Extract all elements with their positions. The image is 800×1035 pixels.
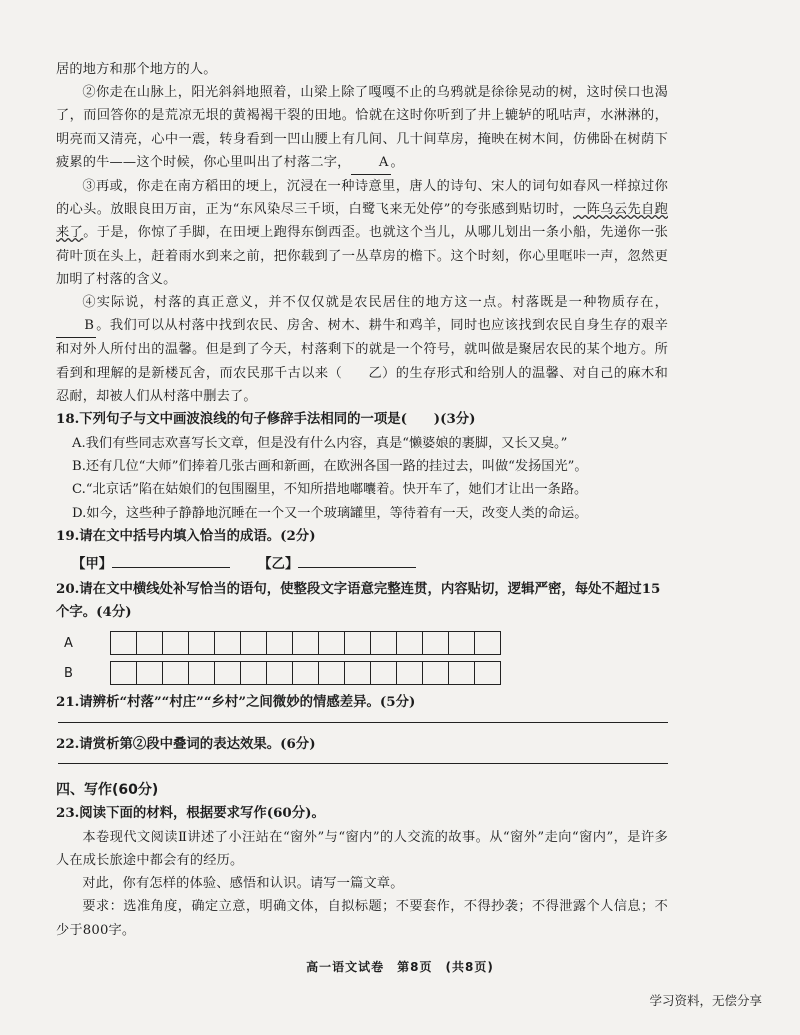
grid-cell[interactable] bbox=[189, 631, 215, 655]
answer-yi bbox=[258, 553, 416, 572]
answer-yi-line[interactable] bbox=[298, 567, 416, 568]
passage-paragraph-3 bbox=[56, 175, 668, 291]
question-21-answer-line[interactable] bbox=[58, 721, 668, 723]
grid-cell[interactable] bbox=[163, 661, 189, 685]
blank-a: A bbox=[351, 151, 391, 175]
question-18-option-d: D.如今，这些种子静静地沉睡在一个又一个玻璃罐里，等待着有一天，改变人类的命运。 bbox=[72, 505, 588, 521]
grid-cell[interactable] bbox=[423, 661, 449, 685]
question-18-option-b: B.还有几位“大师”们捧着几张古画和新画，在欧洲各国一路的挂过去，叫做“发扬国光”。 bbox=[72, 459, 588, 475]
answer-grid-row-b bbox=[56, 661, 668, 685]
grid-cell[interactable] bbox=[345, 661, 371, 685]
question-22-stem: 22.请赏析第②段中叠词的表达效果。(6分) bbox=[56, 735, 316, 752]
question-20-stem: 20.请在文中横线处补写恰当的语句，使整段文字语意完整连贯，内容贴切，逻辑严密，每处不超过15个字。(4分) bbox=[56, 580, 661, 621]
page-footer: 高一语文试卷 第8页 (共8页) bbox=[306, 960, 494, 974]
grid-cell[interactable] bbox=[137, 661, 163, 685]
answer-yi-label: 【乙】 bbox=[258, 555, 299, 572]
passage-paragraph-1-tail: 居的地方和那个地方的人。 bbox=[56, 62, 217, 77]
answer-jia-line[interactable] bbox=[112, 567, 230, 568]
writing-material: 本卷现代文阅读Ⅱ讲述了小汪站在“窗外”与“窗内”的人交流的故事。从“窗外”走向“窗内”，是许多人在成长旅途中都会有的经历。 bbox=[56, 829, 668, 869]
question-23-stem: 23.阅读下面的材料，根据要求写作(60分)。 bbox=[56, 805, 325, 822]
grid-cell[interactable] bbox=[371, 661, 397, 685]
writing-prompt: 对此，你有怎样的体验、感悟和认识。请写一篇文章。 bbox=[82, 876, 404, 892]
grid-cell[interactable] bbox=[267, 661, 293, 685]
blank-b: B bbox=[56, 314, 96, 338]
passage-p3-rest: 。于是，你惊了手脚，在田埂上跑得东倒西歪。也就这个当儿，从哪儿划出一条小船，先递你一张荷叶顶在头上，赶着雨水到来之前，把你载到了一丛草房的檐下。这个时刻，你心里哐咔一声，忽然更加明了村落的含义。 bbox=[56, 225, 668, 287]
grid-cell[interactable] bbox=[189, 661, 215, 685]
passage-p3-text: ③再或，你走在南方稻田的埂上，沉浸在一种诗意里，唐人的诗句、宋人的词句如春风一样掠过你的心头。放眼良田万亩，正为“东风染尽三千顷，白鹭飞来无处停”的夸张感到贴切时， bbox=[56, 179, 668, 218]
passage-p2-end: 。 bbox=[390, 154, 404, 170]
question-22-answer-line[interactable] bbox=[58, 762, 668, 764]
grid-cell[interactable] bbox=[449, 661, 475, 685]
passage-p4-text: ④实际说，村落的真正意义，并不仅仅就是农民居住的地方这一点。村落既是一种物质存在， bbox=[82, 295, 668, 311]
exam-content bbox=[56, 58, 668, 942]
grid-cell[interactable] bbox=[319, 661, 345, 685]
question-18-option-a: A.我们有些同志欢喜写长文章，但是没有什么内容，真是“懒婆娘的裹脚，又长又臭。” bbox=[72, 435, 568, 451]
question-18-option-c: C.“北京话”陷在姑娘们的包围圈里，不知所措地嘟囔着。快开车了，她们才让出一条路。 bbox=[72, 482, 588, 498]
answer-jia-label: 【甲】 bbox=[72, 555, 113, 572]
passage-paragraph-4 bbox=[56, 291, 668, 408]
grid-cell[interactable] bbox=[111, 631, 137, 655]
grid-cell[interactable] bbox=[449, 631, 475, 655]
bracket-yi: 乙 bbox=[368, 365, 382, 381]
answer-grid-a[interactable] bbox=[110, 631, 501, 655]
passage-p4-mid: 。我们可以从村落中找到农民、房舍、树木、耕牛和鸡羊，同时也应该找到农民自身生存的艰辛和对外人所付出的温馨。但是到了今天，村落剩下的就是一个符号，就叫做是聚居农民的某个地方。所看到和理解的是新楼瓦舍，而农民那千古以来（ bbox=[56, 318, 668, 381]
answer-grid-row-a bbox=[56, 631, 668, 655]
grid-cell[interactable] bbox=[241, 631, 267, 655]
grid-cell[interactable] bbox=[397, 661, 423, 685]
grid-cell[interactable] bbox=[319, 631, 345, 655]
watermark-text: 学习资料，无偿分享 bbox=[649, 993, 762, 1008]
answer-jia bbox=[72, 553, 230, 572]
grid-cell[interactable] bbox=[215, 631, 241, 655]
grid-cell[interactable] bbox=[475, 631, 501, 655]
grid-cell[interactable] bbox=[345, 631, 371, 655]
grid-cell[interactable] bbox=[241, 661, 267, 685]
question-18-stem: 18.下列句子与文中画波浪线的句子修辞手法相同的一项是( )(3分) bbox=[56, 411, 476, 428]
writing-requirements: 要求：选准角度，确定立意，明确文体，自拟标题；不要套作，不得抄袭；不得泄露个人信息；不少于800字。 bbox=[56, 899, 668, 938]
grid-cell[interactable] bbox=[423, 631, 449, 655]
passage-paragraph-2 bbox=[56, 81, 668, 175]
question-21-stem: 21.请辨析“村落”“村庄”“乡村”之间微妙的情感差异。(5分) bbox=[56, 694, 416, 711]
grid-cell[interactable] bbox=[267, 631, 293, 655]
question-19-stem: 19.请在文中括号内填入恰当的成语。(2分) bbox=[56, 528, 316, 545]
grid-cell[interactable] bbox=[397, 631, 423, 655]
wavy-underlined-sentence: 一阵乌云先自跑来了 bbox=[56, 202, 668, 241]
grid-cell[interactable] bbox=[371, 631, 397, 655]
passage-p2-text: ②你走在山脉上，阳光斜斜地照着，山梁上除了嘎嘎不止的乌鸦就是徐徐晃动的树，这时侯口也渴了，而回答你的是荒凉无垠的黄褐褐干裂的田地。恰就在这时你听到了井上辘轳的吼咕声，水淋淋的，明亮而又清亮，心中一震，转身看到一凹山腰上有几间、几十间草房，掩映在树木间，仿佛卧在树荫下疲累的牛——这个时候，你心里叫出了村落二字， bbox=[56, 85, 668, 170]
question-19-answer-row bbox=[72, 553, 668, 572]
answer-grid-label-b: B bbox=[64, 665, 73, 681]
answer-grid-label-a: A bbox=[64, 635, 73, 651]
grid-cell[interactable] bbox=[215, 661, 241, 685]
grid-cell[interactable] bbox=[137, 631, 163, 655]
grid-cell[interactable] bbox=[163, 631, 189, 655]
grid-cell[interactable] bbox=[293, 631, 319, 655]
grid-cell[interactable] bbox=[111, 661, 137, 685]
passage-p4-end: ）的生存形式和给别人的温馨、对自己的麻木和忍耐，却被人们从村落中删去了。 bbox=[56, 365, 668, 404]
answer-grid-b[interactable] bbox=[110, 661, 501, 685]
grid-cell[interactable] bbox=[475, 661, 501, 685]
grid-cell[interactable] bbox=[293, 661, 319, 685]
section-4-title: 四、写作(60分) bbox=[56, 782, 159, 799]
